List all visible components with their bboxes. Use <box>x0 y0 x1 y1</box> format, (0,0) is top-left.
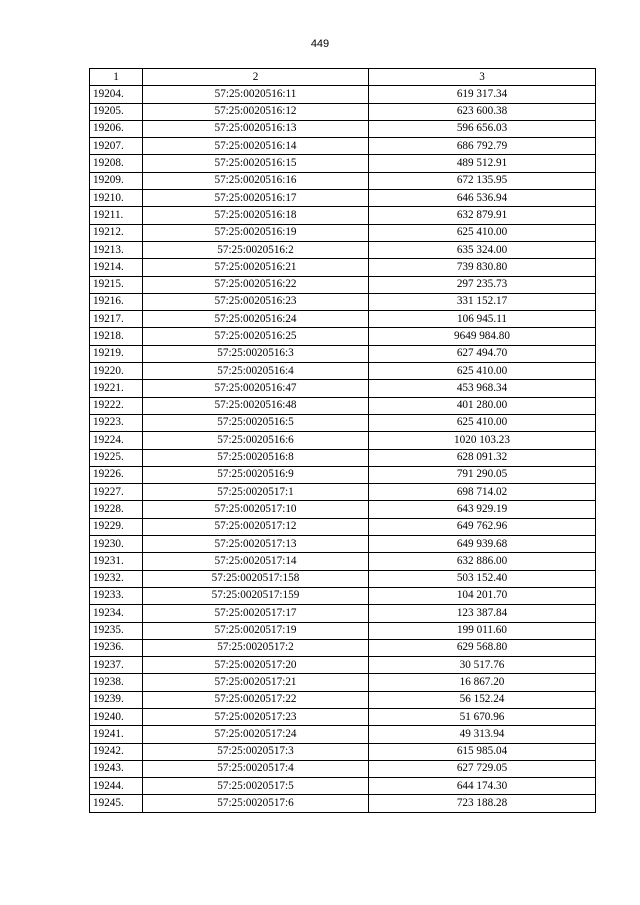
cadastral-number-cell: 57:25:0020516:48 <box>143 397 369 414</box>
value-cell: 123 387.84 <box>369 605 596 622</box>
row-number-cell: 19221. <box>90 380 143 397</box>
cadastral-number-cell: 57:25:0020517:159 <box>143 587 369 604</box>
cadastral-number-cell: 57:25:0020516:6 <box>143 432 369 449</box>
table-row <box>90 466 596 483</box>
row-number-cell: 19242. <box>90 743 143 760</box>
table-row <box>90 328 596 345</box>
row-number-cell: 19241. <box>90 726 143 743</box>
row-number-cell: 19220. <box>90 363 143 380</box>
table-row <box>90 172 596 189</box>
cadastral-number-cell: 57:25:0020516:18 <box>143 207 369 224</box>
cadastral-number-cell: 57:25:0020517:1 <box>143 484 369 501</box>
table-row <box>90 432 596 449</box>
value-cell: 632 879.91 <box>369 207 596 224</box>
cadastral-number-cell: 57:25:0020516:4 <box>143 363 369 380</box>
table-body <box>90 86 596 812</box>
column-header-2: 2 <box>143 69 369 86</box>
cadastral-number-cell: 57:25:0020516:47 <box>143 380 369 397</box>
table-row <box>90 86 596 103</box>
cadastral-number-cell: 57:25:0020517:19 <box>143 622 369 639</box>
table-row <box>90 380 596 397</box>
value-cell: 51 670.96 <box>369 708 596 725</box>
row-number-cell: 19208. <box>90 155 143 172</box>
cadastral-number-cell: 57:25:0020517:14 <box>143 553 369 570</box>
cadastral-number-cell: 57:25:0020516:8 <box>143 449 369 466</box>
value-cell: 686 792.79 <box>369 138 596 155</box>
row-number-cell: 19233. <box>90 587 143 604</box>
row-number-cell: 19245. <box>90 795 143 812</box>
value-cell: 30 517.76 <box>369 657 596 674</box>
table-row <box>90 311 596 328</box>
cadastral-number-cell: 57:25:0020516:9 <box>143 466 369 483</box>
cadastral-number-cell: 57:25:0020517:20 <box>143 657 369 674</box>
value-cell: 723 188.28 <box>369 795 596 812</box>
value-cell: 619 317.34 <box>369 86 596 103</box>
table-row <box>90 414 596 431</box>
table-row <box>90 674 596 691</box>
row-number-cell: 19214. <box>90 259 143 276</box>
table-row <box>90 795 596 812</box>
value-cell: 627 494.70 <box>369 345 596 362</box>
row-number-cell: 19215. <box>90 276 143 293</box>
table-row <box>90 743 596 760</box>
cadastral-number-cell: 57:25:0020517:13 <box>143 536 369 553</box>
cadastral-number-cell: 57:25:0020516:3 <box>143 345 369 362</box>
row-number-cell: 19227. <box>90 484 143 501</box>
cadastral-number-cell: 57:25:0020517:3 <box>143 743 369 760</box>
value-cell: 199 011.60 <box>369 622 596 639</box>
value-cell: 628 091.32 <box>369 449 596 466</box>
value-cell: 489 512.91 <box>369 155 596 172</box>
value-cell: 627 729.05 <box>369 760 596 777</box>
row-number-cell: 19238. <box>90 674 143 691</box>
table-row <box>90 345 596 362</box>
table-row <box>90 207 596 224</box>
value-cell: 629 568.80 <box>369 639 596 656</box>
table-row <box>90 553 596 570</box>
table-row <box>90 155 596 172</box>
cadastral-number-cell: 57:25:0020516:12 <box>143 103 369 120</box>
value-cell: 331 152.17 <box>369 293 596 310</box>
value-cell: 635 324.00 <box>369 241 596 258</box>
value-cell: 739 830.80 <box>369 259 596 276</box>
cadastral-number-cell: 57:25:0020516:5 <box>143 414 369 431</box>
row-number-cell: 19210. <box>90 190 143 207</box>
value-cell: 625 410.00 <box>369 363 596 380</box>
table-row <box>90 778 596 795</box>
cadastral-number-cell: 57:25:0020516:17 <box>143 190 369 207</box>
table-row <box>90 639 596 656</box>
table-row <box>90 241 596 258</box>
value-cell: 791 290.05 <box>369 466 596 483</box>
table-row <box>90 293 596 310</box>
value-cell: 49 313.94 <box>369 726 596 743</box>
table-row <box>90 726 596 743</box>
row-number-cell: 19234. <box>90 605 143 622</box>
cadastral-number-cell: 57:25:0020516:14 <box>143 138 369 155</box>
column-header-3: 3 <box>369 69 596 86</box>
row-number-cell: 19223. <box>90 414 143 431</box>
cadastral-number-cell: 57:25:0020517:17 <box>143 605 369 622</box>
table-row <box>90 708 596 725</box>
row-number-cell: 19229. <box>90 518 143 535</box>
table-row <box>90 536 596 553</box>
value-cell: 649 939.68 <box>369 536 596 553</box>
table-row <box>90 138 596 155</box>
cadastral-number-cell: 57:25:0020516:13 <box>143 120 369 137</box>
value-cell: 16 867.20 <box>369 674 596 691</box>
cadastral-number-cell: 57:25:0020516:15 <box>143 155 369 172</box>
value-cell: 625 410.00 <box>369 414 596 431</box>
table-row <box>90 622 596 639</box>
cadastral-number-cell: 57:25:0020517:10 <box>143 501 369 518</box>
value-cell: 623 600.38 <box>369 103 596 120</box>
value-cell: 644 174.30 <box>369 778 596 795</box>
row-number-cell: 19239. <box>90 691 143 708</box>
value-cell: 106 945.11 <box>369 311 596 328</box>
row-number-cell: 19207. <box>90 138 143 155</box>
cadastral-number-cell: 57:25:0020517:2 <box>143 639 369 656</box>
row-number-cell: 19235. <box>90 622 143 639</box>
row-number-cell: 19213. <box>90 241 143 258</box>
cadastral-number-cell: 57:25:0020517:23 <box>143 708 369 725</box>
table-row <box>90 397 596 414</box>
cadastral-number-cell: 57:25:0020517:21 <box>143 674 369 691</box>
row-number-cell: 19243. <box>90 760 143 777</box>
value-cell: 632 886.00 <box>369 553 596 570</box>
value-cell: 625 410.00 <box>369 224 596 241</box>
row-number-cell: 19219. <box>90 345 143 362</box>
page-number: 449 <box>310 38 330 50</box>
table-row <box>90 691 596 708</box>
table-row <box>90 276 596 293</box>
row-number-cell: 19236. <box>90 639 143 656</box>
table-header <box>90 69 596 86</box>
table-row <box>90 259 596 276</box>
row-number-cell: 19209. <box>90 172 143 189</box>
value-cell: 646 536.94 <box>369 190 596 207</box>
row-number-cell: 19230. <box>90 536 143 553</box>
column-header-1: 1 <box>90 69 143 86</box>
cadastral-number-cell: 57:25:0020517:12 <box>143 518 369 535</box>
row-number-cell: 19232. <box>90 570 143 587</box>
row-number-cell: 19211. <box>90 207 143 224</box>
row-number-cell: 19216. <box>90 293 143 310</box>
cadastral-number-cell: 57:25:0020517:5 <box>143 778 369 795</box>
cadastral-number-cell: 57:25:0020516:23 <box>143 293 369 310</box>
table-row <box>90 363 596 380</box>
cadastral-number-cell: 57:25:0020516:22 <box>143 276 369 293</box>
value-cell: 104 201.70 <box>369 587 596 604</box>
row-number-cell: 19206. <box>90 120 143 137</box>
cadastral-number-cell: 57:25:0020517:22 <box>143 691 369 708</box>
cadastral-number-cell: 57:25:0020516:16 <box>143 172 369 189</box>
table-row <box>90 103 596 120</box>
value-cell: 643 929.19 <box>369 501 596 518</box>
row-number-cell: 19224. <box>90 432 143 449</box>
row-number-cell: 19218. <box>90 328 143 345</box>
value-cell: 1020 103.23 <box>369 432 596 449</box>
value-cell: 56 152.24 <box>369 691 596 708</box>
value-cell: 672 135.95 <box>369 172 596 189</box>
row-number-cell: 19217. <box>90 311 143 328</box>
cadastral-number-cell: 57:25:0020517:24 <box>143 726 369 743</box>
row-number-cell: 19240. <box>90 708 143 725</box>
row-number-cell: 19231. <box>90 553 143 570</box>
value-cell: 615 985.04 <box>369 743 596 760</box>
value-cell: 698 714.02 <box>369 484 596 501</box>
header-row <box>90 69 596 86</box>
cadastral-number-cell: 57:25:0020516:11 <box>143 86 369 103</box>
row-number-cell: 19237. <box>90 657 143 674</box>
cadastral-number-cell: 57:25:0020517:4 <box>143 760 369 777</box>
table-row <box>90 570 596 587</box>
cadastral-number-cell: 57:25:0020517:158 <box>143 570 369 587</box>
table-row <box>90 760 596 777</box>
cadastral-number-cell: 57:25:0020517:6 <box>143 795 369 812</box>
table-row <box>90 190 596 207</box>
row-number-cell: 19244. <box>90 778 143 795</box>
value-cell: 9649 984.80 <box>369 328 596 345</box>
cadastral-number-cell: 57:25:0020516:25 <box>143 328 369 345</box>
data-table <box>89 68 596 813</box>
value-cell: 649 762.96 <box>369 518 596 535</box>
cadastral-number-cell: 57:25:0020516:19 <box>143 224 369 241</box>
row-number-cell: 19204. <box>90 86 143 103</box>
table-row <box>90 120 596 137</box>
row-number-cell: 19225. <box>90 449 143 466</box>
table-row <box>90 449 596 466</box>
value-cell: 596 656.03 <box>369 120 596 137</box>
row-number-cell: 19228. <box>90 501 143 518</box>
value-cell: 453 968.34 <box>369 380 596 397</box>
cadastral-number-cell: 57:25:0020516:2 <box>143 241 369 258</box>
cadastral-number-cell: 57:25:0020516:21 <box>143 259 369 276</box>
table-row <box>90 224 596 241</box>
table-row <box>90 501 596 518</box>
table-row <box>90 587 596 604</box>
table-row <box>90 518 596 535</box>
cadastral-number-cell: 57:25:0020516:24 <box>143 311 369 328</box>
value-cell: 503 152.40 <box>369 570 596 587</box>
value-cell: 401 280.00 <box>369 397 596 414</box>
value-cell: 297 235.73 <box>369 276 596 293</box>
row-number-cell: 19226. <box>90 466 143 483</box>
table-row <box>90 484 596 501</box>
row-number-cell: 19222. <box>90 397 143 414</box>
row-number-cell: 19205. <box>90 103 143 120</box>
row-number-cell: 19212. <box>90 224 143 241</box>
table-row <box>90 657 596 674</box>
table-row <box>90 605 596 622</box>
